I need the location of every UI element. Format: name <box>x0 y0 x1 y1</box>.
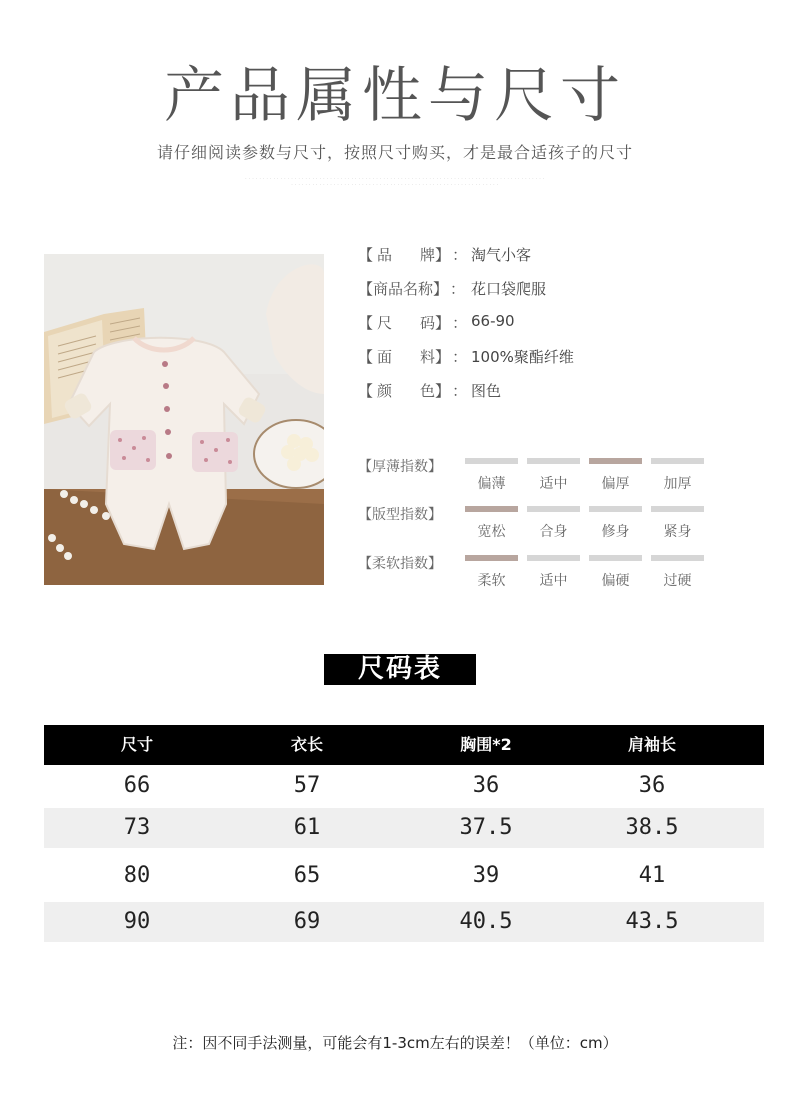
attribute-label: 【 面 料 】 ： <box>358 348 468 366</box>
table-row: 66 57 36 36 <box>123 773 666 798</box>
page-subtitle: 请仔细阅读参数与尺寸，按照尺寸购买，才是最合适孩子的尺寸 <box>156 143 633 162</box>
attribute-value: 图色 <box>471 382 502 400</box>
scale-option: 过硬 <box>651 555 704 590</box>
scale-option: 偏硬 <box>589 555 642 590</box>
scale-bar <box>651 555 704 561</box>
table-row: 80 65 39 41 <box>123 863 666 888</box>
attribute-label: 【 颜 色 】 ： <box>358 382 468 400</box>
table-row: 73 61 37.5 38.5 <box>44 808 764 848</box>
scale-bar <box>651 506 704 512</box>
scale-option: 修身 <box>589 506 642 541</box>
scale-option: 偏薄 <box>465 458 518 493</box>
scale-bar <box>589 506 642 512</box>
attribute-value: 淘气小客 <box>471 246 532 264</box>
fit-index-scale <box>0 506 790 546</box>
size-chart-title: 尺码表 <box>324 654 476 685</box>
attribute-value: 花口袋爬服 <box>471 280 547 298</box>
scale-bar-active <box>465 506 518 512</box>
thickness-index-label: 【厚薄指数】 <box>358 459 442 475</box>
scale-bar-active <box>465 555 518 561</box>
scale-option-selected: 宽松 <box>465 506 518 541</box>
size-table-header <box>44 725 764 765</box>
measurement-note: 注：因不同手法测量，可能会有1-3cm左右的误差！（单位：cm） <box>172 1034 618 1052</box>
scale-option: 适中 <box>527 555 580 590</box>
attribute-brand <box>358 244 531 266</box>
softness-index-label: 【柔软指数】 <box>358 556 442 572</box>
column-header-length: 衣长 <box>290 735 323 754</box>
scale-bar <box>527 506 580 512</box>
scale-option-selected: 偏厚 <box>589 458 642 493</box>
scale-bar <box>651 458 704 464</box>
attribute-product-name <box>358 278 546 300</box>
softness-index-scale <box>0 555 790 595</box>
attribute-color <box>358 380 501 402</box>
column-header-size: 尺寸 <box>120 735 153 754</box>
scale-bar-active <box>589 458 642 464</box>
attribute-label: 【 商品名称 】 ： <box>358 280 466 298</box>
attribute-value: 66-90 <box>471 312 515 330</box>
scale-bar <box>589 555 642 561</box>
scale-option: 加厚 <box>651 458 704 493</box>
page-title: 产品属性与尺寸 <box>164 61 626 131</box>
attribute-label: 【 尺 码 】 ： <box>358 314 468 332</box>
attribute-fabric <box>358 346 574 368</box>
scale-option-selected: 柔软 <box>465 555 518 590</box>
scale-option: 适中 <box>527 458 580 493</box>
fit-index-label: 【版型指数】 <box>358 507 442 523</box>
scale-bar <box>527 458 580 464</box>
attribute-label: 【 品 牌 】 ： <box>358 246 468 264</box>
table-row: 90 69 40.5 43.5 <box>44 902 764 942</box>
attribute-value: 100%聚酯纤维 <box>471 348 574 366</box>
attribute-size <box>358 312 515 334</box>
scale-bar <box>465 458 518 464</box>
scale-bar <box>527 555 580 561</box>
column-header-chest: 胸围*2 <box>460 735 512 754</box>
decorative-fine-print: · · · · · · · · · · · · · · · · · · · · · · · · · · · · · · · · · · · · · · · · · · · · · · · · · · · · · · · · · · · · · · · · · · · · · · · · · · · · · · · · · · · · · <box>245 176 545 181</box>
decorative-fine-print: · · · · · · · · · · · · · · · · · · · · · · · · · · · · · · · · · · · · · · · · · · · · · · · · · · · · · · · · · · · <box>291 182 499 187</box>
thickness-index-scale <box>0 458 790 498</box>
scale-option: 紧身 <box>651 506 704 541</box>
column-header-shoulder-sleeve: 肩袖长 <box>627 735 676 754</box>
scale-option: 合身 <box>527 506 580 541</box>
